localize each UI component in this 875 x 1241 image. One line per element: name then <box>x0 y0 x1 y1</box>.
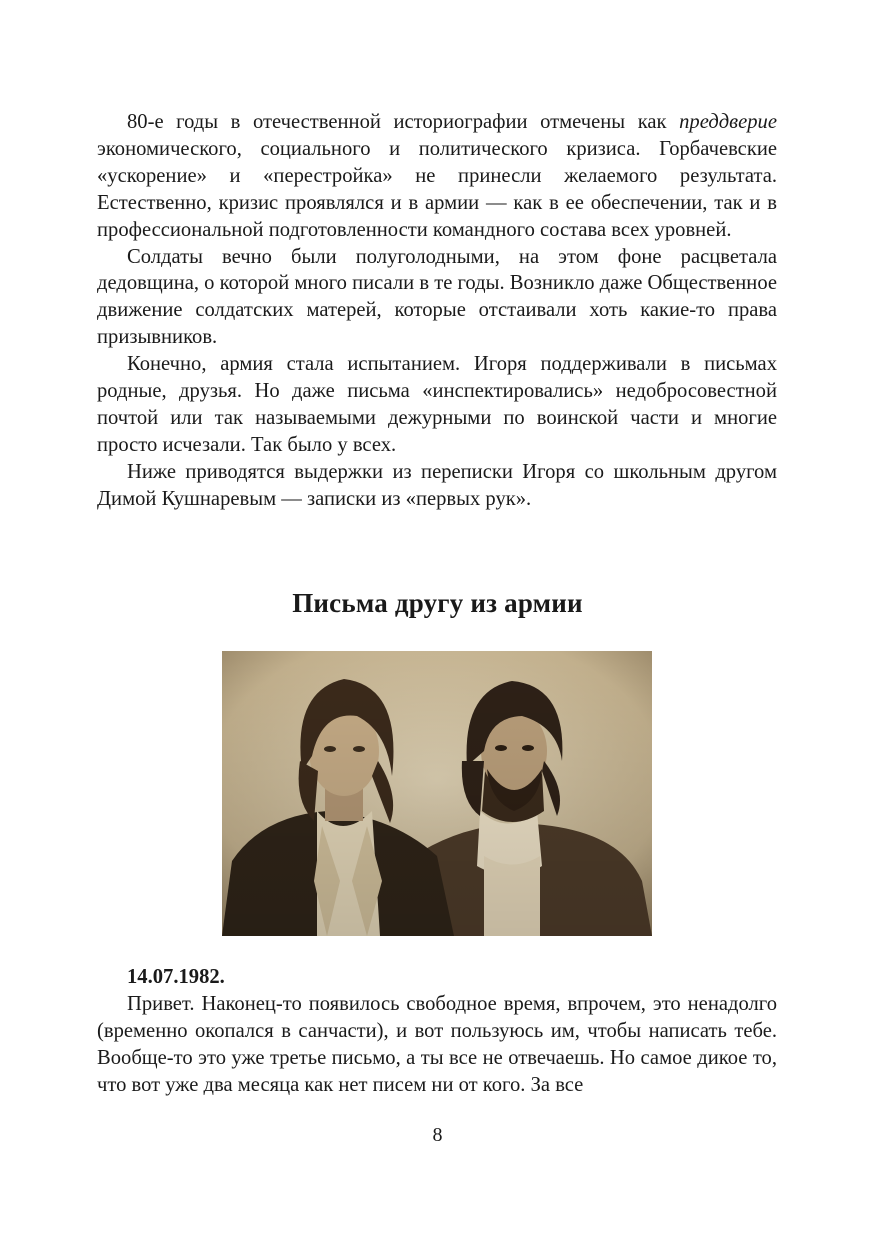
paragraph-text: экономического, социального и политического кризиса. Горбачевские «ускорение» и «перестройка» не принесли желаемого результата. Естественно, кризис проявлялся и в армии — как в ее обеспечении, так и в профессиональной подготовленности командного состава всех уровней. <box>97 137 777 241</box>
page-number: 8 <box>432 1124 443 1146</box>
section-title: Письма другу из армии <box>292 588 583 618</box>
letter-paragraph: Привет. Наконец-то появилось свободное время, впрочем, это ненадолго (временно окопался в санчасти), и вот пользуюсь им, чтобы написать тебе. Вообще-то это уже третье письмо, а ты все не отвечаешь. Но самое дикое то, что вот уже два месяца как нет писем ни от кого. За все <box>97 993 777 1096</box>
letter-date: 14.07.1982. <box>127 966 225 988</box>
intro-text <box>97 109 777 513</box>
paragraph-text: 80-е годы в отечественной историографии отмечены как <box>127 111 680 133</box>
portrait-photo <box>222 651 652 936</box>
letter-block <box>97 964 777 1099</box>
photo-illustration <box>222 651 652 936</box>
intro-paragraph-1 <box>97 109 777 244</box>
intro-paragraph-2: Солдаты вечно были полуголодными, на этом фоне расцветала дедовщина, о которой много писали в те годы. Возникло даже Общественное движение солдатских матерей, которые отстаивали хоть какие-то права призывников. <box>97 245 778 349</box>
emphasis-text: преддверие <box>679 111 777 133</box>
intro-paragraph-4: Ниже приводятся выдержки из переписки Игоря со школьным другом Димой Кушнаревым — записки из «первых рук». <box>97 460 777 510</box>
intro-paragraph-3: Конечно, армия стала испытанием. Игоря поддерживали в письмах родные, друзья. Но даже письма «инспектировались» недобросовестной почтой или так называемыми дежурными по воинской части и многие просто исчезали. Так было у всех. <box>97 353 777 456</box>
